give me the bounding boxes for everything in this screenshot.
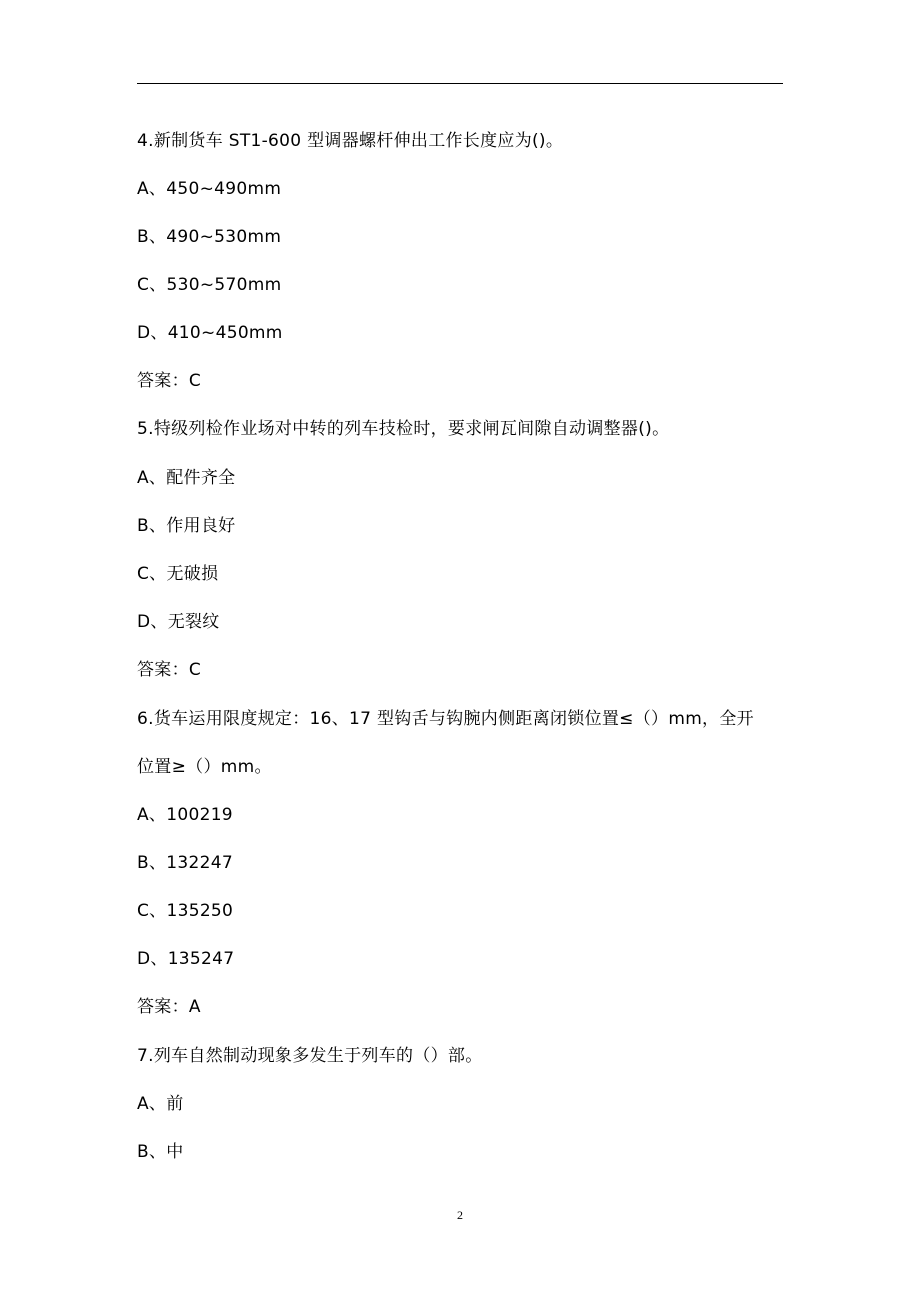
question-7-option-a: A、前: [137, 1094, 184, 1114]
question-6-stem-continued: 位置≥（）mm。: [137, 757, 272, 777]
question-6-answer: 答案：A: [137, 997, 201, 1017]
question-4-answer: 答案：C: [137, 371, 202, 391]
header-rule: [137, 83, 783, 84]
question-5-option-b: B、作用良好: [137, 516, 236, 536]
question-6-option-a: A、100219: [137, 805, 233, 825]
question-4-option-b: B、490~530mm: [137, 227, 282, 247]
question-6-option-c: C、135250: [137, 901, 234, 921]
question-5-option-c: C、无破损: [137, 564, 219, 584]
question-6-stem: 6.货车运用限度规定：16、17 型钩舌与钩腕内侧距离闭锁位置≤（）mm，全开: [137, 709, 754, 729]
question-5-answer: 答案：C: [137, 660, 202, 680]
question-5-option-a: A、配件齐全: [137, 468, 236, 488]
question-5-stem: 5.特级列检作业场对中转的列车技检时，要求闸瓦间隙自动调整器()。: [137, 419, 670, 439]
question-4-stem: 4.新制货车 ST1-600 型调器螺杆伸出工作长度应为()。: [137, 131, 564, 151]
question-4-option-c: C、530~570mm: [137, 275, 282, 295]
question-6-option-d: D、135247: [137, 949, 235, 969]
question-4-option-a: A、450~490mm: [137, 179, 282, 199]
page-number: 2: [457, 1208, 463, 1222]
question-6-option-b: B、132247: [137, 853, 233, 873]
question-7-stem: 7.列车自然制动现象多发生于列车的（）部。: [137, 1046, 483, 1066]
question-5-option-d: D、无裂纹: [137, 612, 220, 632]
question-4-option-d: D、410~450mm: [137, 323, 283, 343]
question-7-option-b: B、中: [137, 1142, 184, 1162]
